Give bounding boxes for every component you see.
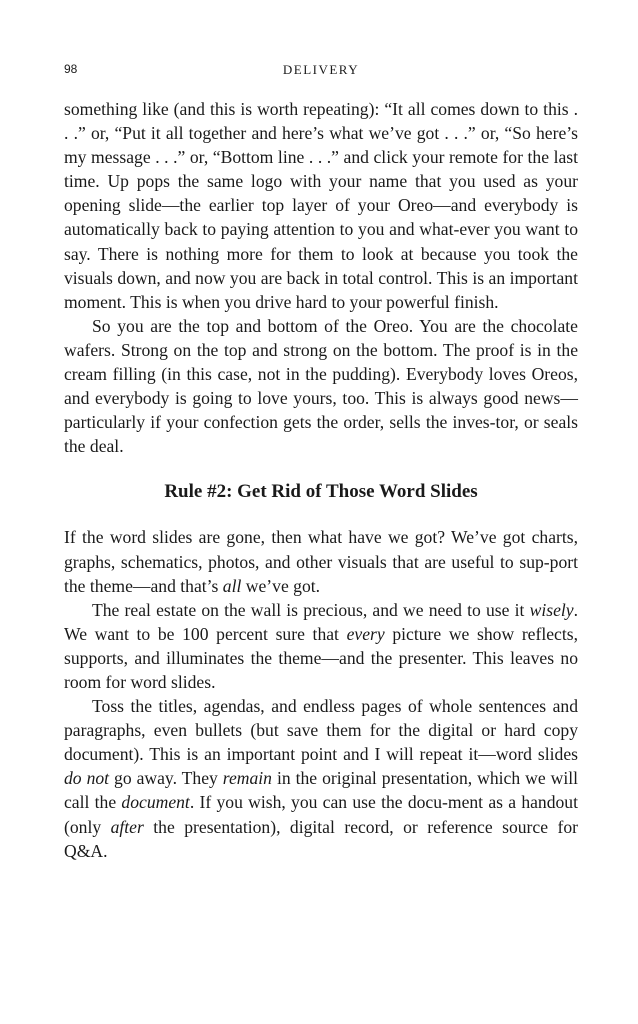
text-run: the presentation), digital record, or reference source for Q&A. xyxy=(64,816,578,861)
emphasis: all xyxy=(222,575,242,596)
text-run: picture we show reflects, supports, and illuminates the theme—and the presenter. This leaves no room for word slides. xyxy=(64,623,578,692)
body-text xyxy=(64,97,578,863)
emphasis: wisely xyxy=(529,599,574,620)
text-run: go away. They xyxy=(109,768,223,789)
text-run: If the word slides are gone, then what have we got? We’ve got charts, graphs, schematics, photos, and other visuals that are useful to sup-port the theme—and that’s xyxy=(64,527,578,596)
page-number: 98 xyxy=(64,62,78,76)
emphasis: document xyxy=(121,792,190,813)
emphasis: after xyxy=(110,816,144,837)
text-run: . If you wish, you can use the docu-ment as a handout (only xyxy=(64,792,578,837)
paragraph-word-slides-gone xyxy=(64,525,578,597)
paragraph-toss-titles xyxy=(64,694,578,863)
emphasis: remain xyxy=(222,768,272,789)
emphasis: do not xyxy=(64,768,110,789)
text-run: The real estate on the wall is precious, and we need to use it xyxy=(92,599,530,620)
text-run: in the original presentation, which we will call the xyxy=(64,768,578,813)
paragraph-continued: something like (and this is worth repeating): “It all comes down to this . . .” or, “Put it all together and here’s what we’ve got . . .” or, “So here’s my message . . .” or, “Bottom line . . .” and click your remote for the last time. Up pops the same logo with your name that you used as your opening slide—the earlier top layer of your Oreo—and everybody is automatically back to paying attention to you and what-ever you want to say. There is nothing more for them to look at because you took the visuals down, and now you are back in total control. This is an important moment. This is when you drive hard to your powerful finish. xyxy=(64,99,578,312)
paragraph-oreo: So you are the top and bottom of the Oreo. You are the chocolate wafers. Strong on the top and strong on the bottom. The proof is in the cream filling (in this case, not in the pudding). Everybody loves Oreos, and everybody is going to love yours, too. This is always good news—particularly if your confection gets the order, sells the inves-tor, or seals the deal. xyxy=(64,315,578,457)
text-run: Toss the titles, agendas, and endless pages of whole sentences and paragraphs, even bullets (but save them for the digital or hard copy document). This is an important point and I will repeat it—word slides xyxy=(64,696,578,765)
text-run: we’ve got. xyxy=(241,575,321,596)
chapter-title: DELIVERY xyxy=(282,62,360,77)
paragraph-real-estate xyxy=(64,598,578,694)
text-run: . We want to be 100 percent sure that xyxy=(64,599,578,644)
emphasis: every xyxy=(346,623,385,644)
running-head xyxy=(64,62,578,80)
section-heading: Rule #2: Get Rid of Those Word Slides xyxy=(164,481,478,503)
